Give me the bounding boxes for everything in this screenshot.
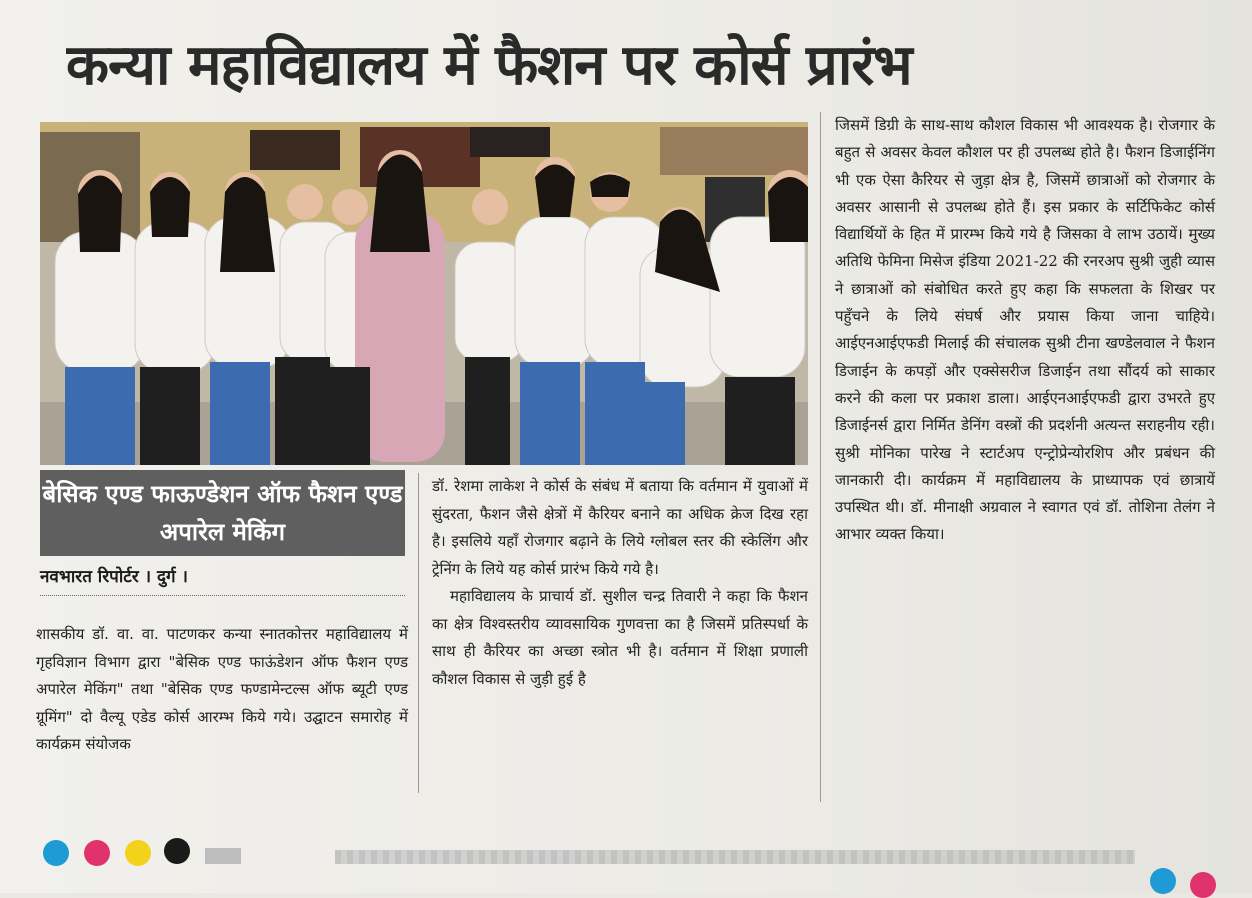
- column-rule: [418, 473, 419, 793]
- group-photo: [40, 122, 808, 465]
- article-column-1: [36, 621, 408, 796]
- group-photo-illustration: [40, 122, 808, 465]
- column-rule: [820, 112, 821, 802]
- cyan-registration-dot: [1150, 868, 1176, 894]
- cyan-registration-dot: [43, 840, 69, 866]
- paragraph: महाविद्यालय के प्राचार्य डॉ. सुशील चन्द्र तिवारी ने कहा कि फैशन का क्षेत्र विश्वस्तरीय व्यावसायिक गुणवत्ता का है जिसमें प्रतिस्पर्धा के साथ ही कैरियर का अच्छा स्त्रोत भी है। वर्तमान में शिक्षा प्रणाली कौशल विकास से जुड़ी हुई है: [432, 587, 808, 688]
- magenta-registration-dot: [1190, 872, 1216, 898]
- clipped-top-text: [40, 0, 340, 8]
- black-registration-dot: [164, 838, 190, 864]
- paragraph: जिसमें डिग्री के साथ-साथ कौशल विकास भी आवश्यक है। रोजगार के बहुत से अवसर केवल कौशल पर ही उपलब्ध होते है। फैशन डिजाईनिंग भी एक ऐसा कैरियर से जुड़ा क्षेत्र है, जिसमें छात्राओं को रोजगार के अवसर आसानी से उपलब्ध होते हैं। इस प्रकार के सर्टिफिकेट कोर्स विद्यार्थियों के हित में प्रारम्भ किये गये है जिसका वे लाभ उठायें। मुख्य अतिथि फेमिना मिसेज इंडिया 2021-22 की रनरअप सुश्री जुही व्यास ने छात्राओं को संबोधित करते हुए कहा कि सफलता के शिखर पर पहुँचने के लिये संघर्ष और प्रयास किया जाना चाहिये। आईएनआईएफडी मिलाई की संचालक सुश्री टीना खण्डेलवाल ने फैशन डिजाईन के कपड़ों और एक्सेसरीज डिजाईन तथा सौंदर्य को साकार करने की कला पर प्रकाश डाला। आईएनआईएफडी द्वारा उभरते हुए डिजाईनर्स द्वारा निर्मित डेनिंग वस्त्रों की प्रदर्शनी अत्यन्त सराहनीय रही। सुश्री मोनिका पारेख ने स्टार्टअप एन्ट्रोप्रेन्योरशिप और प्रबंधन की जानकारी दी। कार्यक्रम में महाविद्यालय के प्राध्यापक एवं छात्रायें उपस्थित थी। डॉ. मीनाक्षी अग्रवाल ने स्वागत एवं डॉ. तोशिना तेलंग ने आभार व्यक्त किया।: [835, 116, 1215, 544]
- headline: कन्या महाविद्यालय में फैशन पर कोर्स प्रारंभ: [66, 33, 912, 98]
- byline: नवभारत रिपोर्टर । दुर्ग ।: [40, 565, 405, 596]
- gray-registration-swatch: [205, 848, 241, 864]
- printer-registration-bar: [335, 850, 1135, 864]
- paragraph: शासकीय डॉ. वा. वा. पाटणकर कन्या स्नातकोत्तर महाविद्यालय में गृहविज्ञान विभाग द्वारा "बेसिक एण्ड फाऊंडेशन ऑफ फैशन एण्ड अपारेल मेकिंग" तथा "बेसिक एण्ड फण्डामेन्टल्स ऑफ ब्यूटी एण्ड ग्रूमिंग" दो वैल्यू एडेड कोर्स आरम्भ किये गये। उद्घाटन समारोह में कार्यक्रम संयोजक: [36, 625, 408, 753]
- article-column-2: [432, 473, 808, 803]
- magenta-registration-dot: [84, 840, 110, 866]
- yellow-registration-dot: [125, 840, 151, 866]
- paragraph: डॉ. रेशमा लाकेश ने कोर्स के संबंध में बताया कि वर्तमान में युवाओं में सुंदरता, फैशन जैसे क्षेत्रों में कैरियर बनाने का अधिक क्रेज दिख रहा है। इसलिये यहाँ रोजगार बढ़ाने के लिये ग्लोबल स्तर की स्केलिंग और ट्रेनिंग के लिये यह कोर्स प्रारंभ किये गये है।: [432, 477, 808, 578]
- subheadline-box: बेसिक एण्ड फाऊण्डेशन ऑफ फैशन एण्ड अपारेल मेकिंग: [40, 470, 405, 556]
- article-column-3: [835, 112, 1215, 802]
